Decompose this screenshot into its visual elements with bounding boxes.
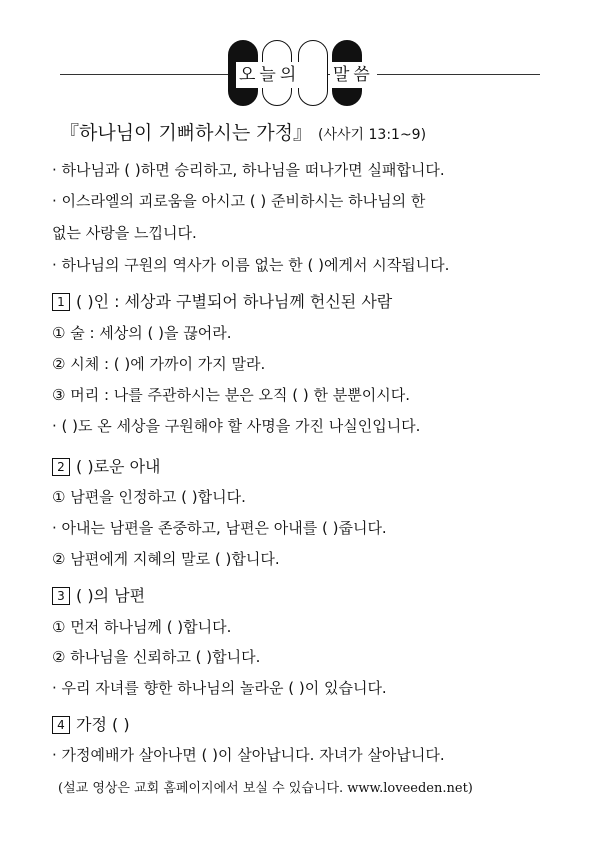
intro-line-2: · 이스라엘의 괴로움을 아시고 ( ) 준비하시는 하나님의 한: [52, 192, 426, 210]
section-2-heading-text: ( )로운 아내: [76, 457, 161, 476]
section-1-number: 1: [52, 293, 70, 311]
section-3-line-3: · 우리 자녀를 향한 하나님의 놀라운 ( )이 있습니다.: [52, 679, 387, 697]
section-3-heading-text: ( )의 남편: [76, 586, 146, 605]
title-main: 『하나님이 기뻐하시는 가정』: [60, 122, 312, 144]
section-2-number: 2: [52, 458, 70, 476]
intro-line-4: · 하나님의 구원의 역사가 이름 없는 한 ( )에게서 시작됩니다.: [52, 256, 450, 274]
section-4-heading-text: 가정 ( ): [76, 715, 130, 734]
section-2-heading: [52, 456, 160, 478]
section-1-line-1: ① 술 : 세상의 ( )을 끊어라.: [52, 324, 232, 342]
section-2-line-2: · 아내는 남편을 존중하고, 남편은 아내를 ( )줍니다.: [52, 519, 387, 537]
section-4-line-1: · 가정예배가 살아나면 ( )이 살아납니다. 자녀가 살아납니다.: [52, 746, 445, 764]
footer-note: (설교 영상은 교회 홈페이지에서 보실 수 있습니다. www.loveeden.net): [58, 781, 473, 796]
section-4-number: 4: [52, 716, 70, 734]
header-word-today: 오늘의: [236, 62, 303, 88]
header-banner: [0, 38, 600, 108]
section-1-line-2: ② 시체 : ( )에 가까이 가지 말라.: [52, 355, 266, 373]
header-word-sermon: 말씀: [330, 62, 377, 88]
section-1-heading: [52, 291, 392, 313]
intro-line-1: · 하나님과 ( )하면 승리하고, 하나님을 떠나가면 실패합니다.: [52, 161, 445, 179]
section-3-heading: [52, 585, 145, 607]
section-1-line-4: · ( )도 온 세상을 구원해야 할 사명을 가진 나실인입니다.: [52, 417, 421, 435]
section-1-heading-text: ( )인 : 세상과 구별되어 하나님께 헌신된 사람: [76, 292, 393, 311]
section-2-line-3: ② 남편에게 지혜의 말로 ( )합니다.: [52, 550, 280, 568]
page-title: [60, 118, 426, 145]
section-4-heading: [52, 714, 130, 736]
section-3-line-2: ② 하나님을 신뢰하고 ( )합니다.: [52, 648, 261, 666]
section-3-number: 3: [52, 587, 70, 605]
intro-line-3: 없는 사랑을 느낍니다.: [52, 224, 197, 242]
section-1-line-3: ③ 머리 : 나를 주관하시는 분은 오직 ( ) 한 분뿐이시다.: [52, 386, 410, 404]
scripture-reference: (사사기 13:1~9): [318, 127, 427, 143]
section-2-line-1: ① 남편을 인정하고 ( )합니다.: [52, 488, 246, 506]
section-3-line-1: ① 먼저 하나님께 ( )합니다.: [52, 618, 232, 636]
